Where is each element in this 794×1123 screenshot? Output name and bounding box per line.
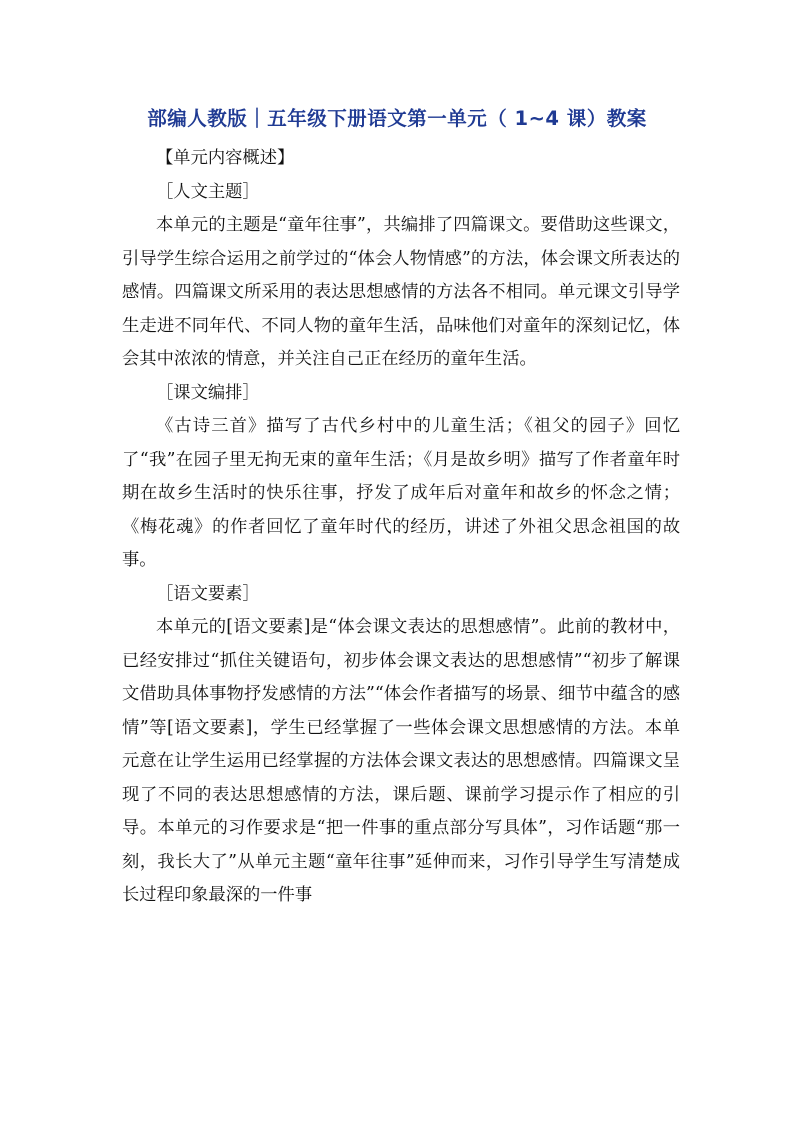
document-body — [122, 142, 680, 913]
paragraph-elements: 本单元的[语文要素]是“体会课文表达的思想感情”。此前的教材中，已经安排过“抓住关键语句，初步体会课文表达的思想感情”“初步了解课文借助具体事物抒发感情的方法”“体会作者描写的场景、细节中蕴含的感情”等[语文要素]，学生已经掌握了一些体会课文思想感情的方法。本单元意在让学生运用已经掌握的方法体会课文表达的思想感情。四篇课文呈现了不同的表达思想感情的方法，课后题、课前学习提示作了相应的引导。本单元的习作要求是“把一件事的重点部分写具体”，习作话题“那一刻，我长大了”从单元主题“童年往事”延伸而来，习作引导学生写清楚成长过程印象最深的一件事 — [122, 617, 680, 905]
subheading-elements: ［语文要素］ — [156, 583, 260, 604]
subheading-theme: ［人文主题］ — [156, 181, 260, 202]
paragraph-theme: 本单元的主题是“童年往事”，共编排了四篇课文。要借助这些课文，引导学生综合运用之前学过的“体会人物情感”的方法，体会课文所表达的感情。四篇课文所采用的表达思想感情的方法各不相同。单元课文引导学生走进不同年代、不同人物的童年生活，品味他们对童年的深刻记忆，体会其中浓浓的情意，并关注自己正在经历的童年生活。 — [122, 215, 680, 369]
document-title: 部编人教版｜五年级下册语文第一单元（ 1~4 课）教案 — [147, 107, 647, 130]
section-heading-overview: 【单元内容概述】 — [156, 148, 295, 168]
subheading-arrangement: ［课文编排］ — [156, 382, 260, 403]
paragraph-arrangement: 《古诗三首》描写了古代乡村中的儿童生活；《祖父的园子》回忆了“我”在园子里无拘无束的童年生活；《月是故乡明》描写了作者童年时期在故乡生活时的快乐往事，抒发了成年后对童年和故乡的怀念之情；《梅花魂》的作者回忆了童年时代的经历，讲述了外祖父思念祖国的故事。 — [122, 416, 680, 570]
